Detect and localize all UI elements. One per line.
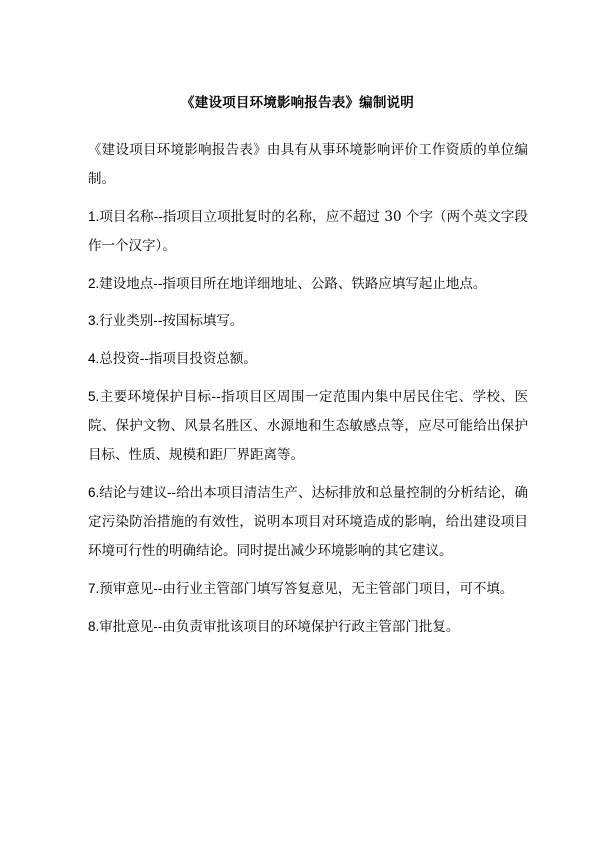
instruction-item-1: [88, 202, 528, 262]
intro-paragraph: 《建设项目环境影响报告表》由具有从事环境影响评价工作资质的单位编制。: [88, 142, 528, 188]
item-number: 3.: [88, 313, 100, 329]
instruction-item-7: [88, 574, 528, 604]
item-text: 行业类别--按国标填写。: [99, 313, 244, 330]
item-number: 6.: [88, 484, 100, 500]
item-text: 主要环境保护目标--指项目区周围一定范围内集中居民住宅、学校、医院、保护文物、风景名胜区、水源地和生态敏感点等，应尽可能给出保护目标、性质、规模和距厂界距离等。: [88, 388, 528, 464]
item-text: 建设地点--指项目所在地详细地址、公路、铁路应填写起止地点。: [99, 275, 487, 292]
item-text: 结论与建议--给出本项目清洁生产、达标排放和总量控制的分析结论，确定污染防治措施的有效性，说明本项目对环境造成的影响，给出建设项目环境可行性的明确结论。同时提出减少环境影响的其它建议。: [88, 484, 528, 560]
item-number: 5.: [88, 388, 100, 404]
item-text: 项目名称--指项目立项批复时的名称，应不超过 30 个字（两个英文字段作一个汉字）。: [88, 208, 528, 255]
item-number: 8.: [88, 618, 100, 634]
item-number: 4.: [88, 350, 100, 366]
instruction-item-4: [88, 344, 528, 374]
instruction-item-6: [88, 478, 528, 567]
item-text: 审批意见--由负责审批该项目的环境保护行政主管部门批复。: [99, 618, 460, 635]
item-number: 1.: [88, 208, 100, 224]
instruction-item-2: [88, 269, 528, 299]
item-number: 7.: [88, 580, 100, 596]
instruction-item-3: [88, 306, 528, 336]
document-title: 《建设项目环境影响报告表》编制说明: [181, 95, 414, 111]
item-number: 2.: [88, 275, 100, 291]
item-text: 总投资--指项目投资总额。: [99, 350, 257, 367]
item-text: 预审意见--由行业主管部门填写答复意见，无主管部门项目，可不填。: [99, 580, 514, 597]
instruction-item-5: [88, 382, 528, 471]
document-body: [88, 136, 528, 649]
instruction-item-8: [88, 612, 528, 642]
